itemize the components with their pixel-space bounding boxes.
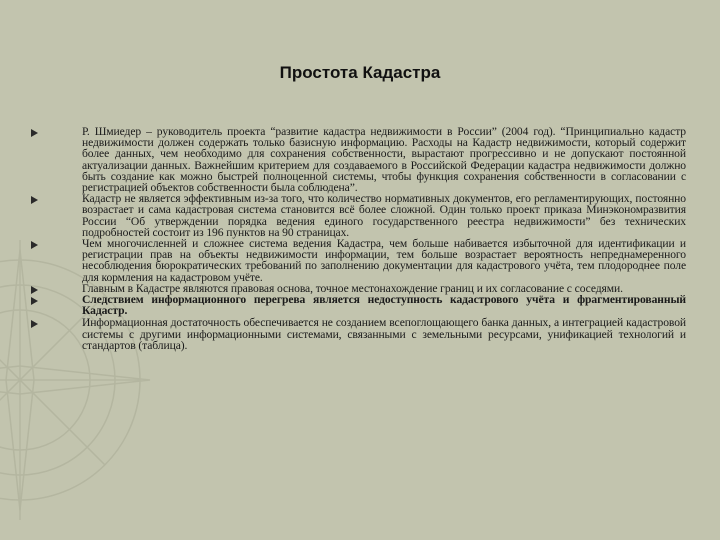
bullet-arrow-icon (31, 286, 38, 294)
bullet-text: Р. Шмиедер – руководитель проекта “развитие кадастра недвижимости в России” (2004 год). “Принципиально кадастр недвижимости должен содержать только базисную информацию. Расходы на Кадастр недвижимости, который содержит более данных, чем необходимо для сохранения собственности, вырастают прогрессивно и не допускают постоянной актуализации данных. Важнейшим критерием для создаваемого в Российской Федерации кадастра недвижимости должно быть создание как можно быстрей полноценной системы, чтобы функция сохранения собственности в согласовании с регистрацией объектов собственности была соблюдена”. (82, 125, 686, 195)
bullet-item-5 (0, 294, 720, 316)
bullet-arrow-icon (31, 320, 38, 328)
bullet-arrow-icon (31, 129, 38, 137)
bullet-arrow-icon (31, 241, 38, 249)
bullet-arrow-icon (31, 196, 38, 204)
bullet-text: Чем многочисленней и сложнее система ведения Кадастра, чем больше набивается избыточной для идентификации и регистрации прав на объекты недвижимости информации, тем больше возрастает вероятность непреднамеренного несоблюдения бюрократических требований по заполнению документации для кадастрового учёта, тем плодороднее поле для кормления на кадастровом учёте. (82, 237, 686, 284)
bullet-arrow-icon (31, 297, 38, 305)
bullet-text: Следствием информационного перегрева является недоступность кадастрового учёта и фрагментированный Кадастр. (82, 293, 686, 318)
bullet-item-1 (0, 126, 720, 193)
bullet-list (0, 126, 720, 351)
slide-title: Простота Кадастра (279, 63, 441, 82)
bullet-text: Главным в Кадастре являются правовая основа, точное местонахождение границ и их согласование с соседями. (82, 281, 623, 295)
bullet-text: Информационная достаточность обеспечивается не созданием всепоглощающего банка данных, а интеграцией кадастровой системы с другими информационными системами, связанными с земельными ресурсами, унификацией технологий и стандартов (таблица). (82, 316, 686, 352)
bullet-item-6 (0, 317, 720, 351)
bullet-item-2 (0, 193, 720, 238)
bullet-text: Кадастр не является эффективным из-за того, что количество нормативных документов, его регламентирующих, постоянно возрастает и сама кадастровая система становится всё более сложной. Один только проект приказа Минэкономразвития России “Об утверждении порядка ведения единого государственного реестра недвижимости” без технических подробностей состоит из 196 пунктов на 90 страницах. (82, 192, 686, 239)
bullet-item-3 (0, 238, 720, 283)
